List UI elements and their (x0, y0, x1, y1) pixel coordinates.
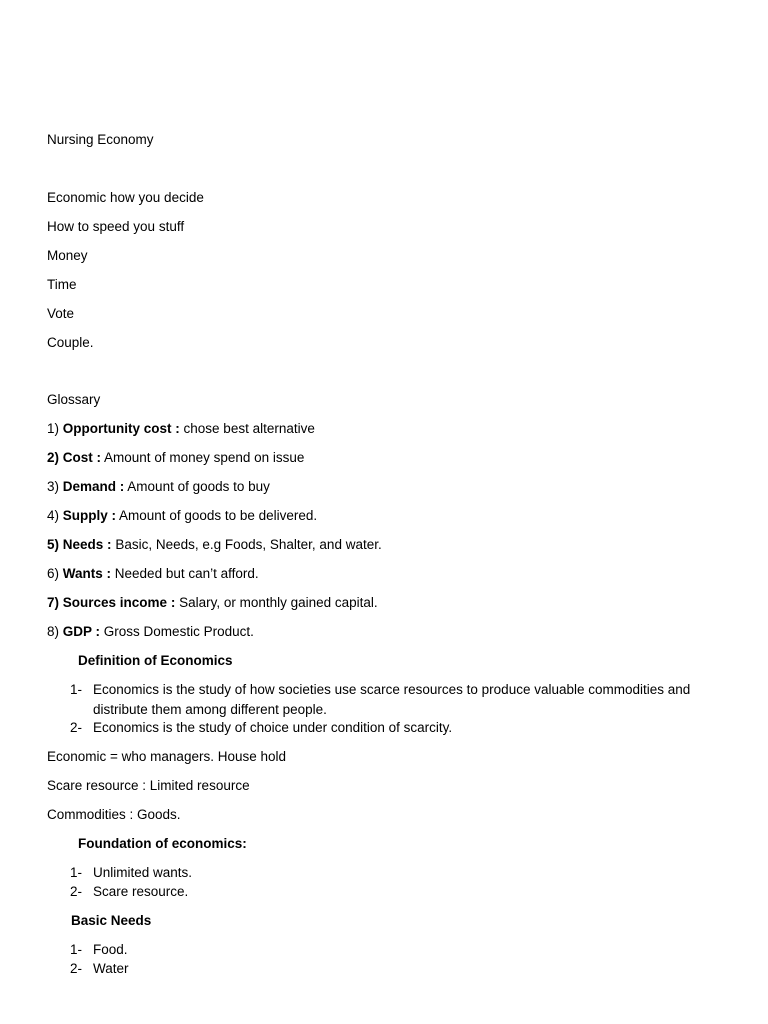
intro-line: Time (47, 277, 77, 292)
glossary-number: 2) (47, 450, 60, 465)
glossary-term: Opportunity cost : (62, 421, 180, 436)
glossary-term: Sources income : (62, 595, 176, 610)
glossary-item (47, 536, 382, 553)
definition-heading: Definition of Economics (78, 653, 233, 668)
definition-item: Economics is the study of choice under condition of scarcity. (93, 720, 453, 735)
basic-needs-item: Food. (93, 942, 128, 957)
glossary-number: 6) (47, 566, 60, 581)
list-marker: 2- (70, 720, 83, 735)
glossary-definition: Amount of goods to buy (124, 479, 270, 494)
foundation-heading: Foundation of economics: (78, 836, 247, 851)
glossary-term: Demand : (62, 479, 125, 494)
glossary-definition: chose best alternative (179, 421, 315, 436)
note-line: Scare resource : Limited resource (47, 778, 250, 793)
list-marker: 2- (70, 884, 83, 899)
intro-line: Vote (47, 306, 75, 321)
glossary-number: 8) (47, 624, 60, 639)
basic-needs-item: Water (93, 961, 129, 976)
intro-line: Couple. (47, 335, 94, 350)
list-marker: 1- (70, 682, 83, 697)
glossary-term: Cost : (62, 450, 102, 465)
glossary-item (47, 420, 315, 437)
glossary-number: 4) (47, 508, 60, 523)
glossary-term: GDP : (62, 624, 101, 639)
glossary-number: 5) (47, 537, 60, 552)
glossary-item (47, 565, 259, 582)
glossary-definition: Basic, Needs, e.g Foods, Shalter, and water. (111, 537, 382, 552)
glossary-definition: Gross Domestic Product. (100, 624, 254, 639)
basic-needs-heading: Basic Needs (71, 913, 152, 928)
glossary-item (47, 449, 304, 466)
note-line: Economic = who managers. House hold (47, 749, 287, 764)
note-line: Commodities : Goods. (47, 807, 181, 822)
glossary-number: 1) (47, 421, 60, 436)
glossary-number: 7) (47, 595, 60, 610)
glossary-item (47, 507, 317, 524)
glossary-definition: Amount of money spend on issue (101, 450, 305, 465)
glossary-definition: Amount of goods to be delivered. (116, 508, 318, 523)
glossary-number: 3) (47, 479, 60, 494)
intro-line: How to speed you stuff (47, 219, 185, 234)
glossary-term: Supply : (62, 508, 117, 523)
foundation-item: Scare resource. (93, 884, 189, 899)
glossary-heading: Glossary (47, 392, 101, 407)
list-marker: 1- (70, 865, 83, 880)
glossary-term: Wants : (62, 566, 112, 581)
intro-line: Economic how you decide (47, 190, 204, 205)
glossary-item (47, 478, 270, 495)
glossary-item (47, 594, 378, 611)
glossary-term: Needs : (62, 537, 112, 552)
list-marker: 1- (70, 942, 83, 957)
intro-line: Money (47, 248, 88, 263)
glossary-definition: Salary, or monthly gained capital. (175, 595, 378, 610)
glossary-definition: Needed but can’t afford. (111, 566, 259, 581)
document-title: Nursing Economy (47, 132, 154, 147)
glossary-item (47, 623, 254, 640)
foundation-item: Unlimited wants. (93, 865, 193, 880)
definition-item: Economics is the study of how societies use scarce resources to produce valuable commodities and distribute them among different people. (93, 682, 691, 717)
list-marker: 2- (70, 961, 83, 976)
